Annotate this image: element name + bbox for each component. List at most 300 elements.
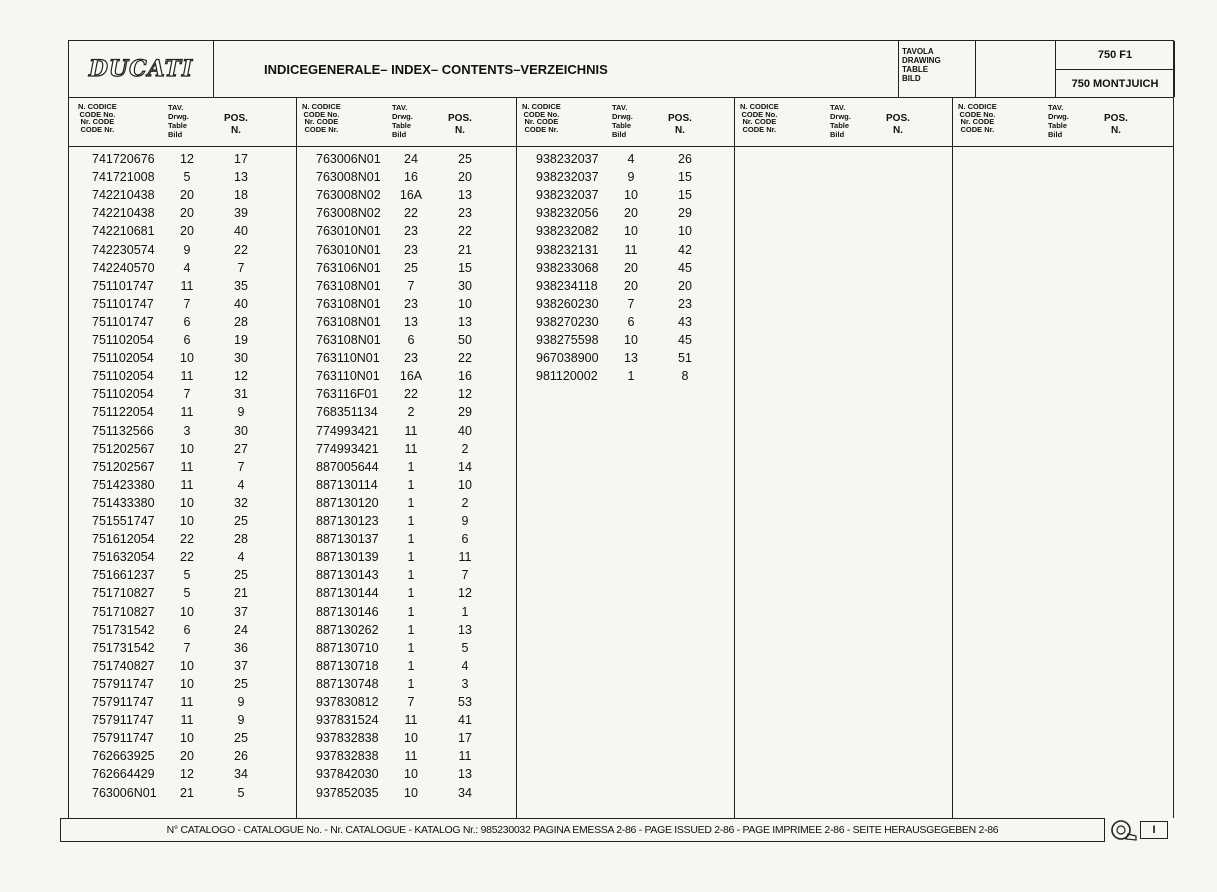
part-code: 751612054: [92, 532, 155, 547]
part-code: 774993421: [316, 441, 379, 456]
tav-header-line: TAV.: [168, 103, 184, 112]
position-number: 45: [678, 333, 692, 347]
position-number: 12: [458, 586, 472, 601]
part-code: 887130748: [316, 676, 379, 691]
part-code: 763010N01: [316, 242, 381, 257]
part-code: 763108N01: [316, 278, 381, 293]
drawing-number: 5: [183, 586, 191, 601]
position-number: 26: [234, 749, 248, 764]
position-number: 53: [458, 695, 472, 709]
position-number: 25: [234, 676, 248, 691]
part-code: 751102054: [92, 333, 154, 347]
drawing-number: 3: [183, 423, 191, 438]
code-header: [740, 103, 779, 133]
part-code: 742240570: [92, 260, 155, 275]
position-number: 26: [678, 152, 692, 166]
part-code: 741721008: [92, 170, 155, 185]
position-number: 39: [234, 206, 248, 221]
position-number: 30: [458, 278, 472, 293]
position-number: 31: [234, 387, 248, 402]
part-code: 937842030: [316, 767, 379, 782]
part-code: 774993421: [316, 423, 379, 438]
drawing-number: 10: [624, 333, 638, 347]
drawing-number: 13: [624, 351, 638, 366]
tav-header: [392, 103, 413, 139]
part-code: 763108N01: [316, 296, 381, 311]
drawing-number: 9: [183, 242, 191, 257]
drawing-number: 7: [627, 296, 635, 311]
drawing-number: 25: [404, 260, 418, 275]
position-number: 16: [458, 369, 472, 384]
position-number: 43: [678, 314, 692, 329]
drawing-number: 10: [180, 658, 194, 673]
position-number: 22: [458, 351, 472, 366]
drawing-number: 20: [180, 749, 194, 764]
position-number: 28: [234, 532, 248, 547]
pos-header: [886, 113, 910, 137]
code-header-line: CODE No.: [79, 109, 116, 119]
header-divider: [68, 146, 1174, 147]
code-header-line: Nr. CODE: [80, 117, 115, 127]
drawing-number: 11: [404, 423, 418, 438]
drawing-number: 1: [407, 586, 415, 601]
part-code: 751102054: [92, 369, 154, 384]
position-number: 25: [234, 568, 248, 583]
drawing-number: 11: [180, 369, 194, 384]
pos-header-line: N.: [230, 125, 241, 136]
part-code: 763006N01: [316, 152, 381, 166]
tav-header-line: TAV.: [392, 103, 408, 112]
column-header: [78, 103, 278, 145]
tavola-line: DRAWING: [902, 56, 941, 65]
code-header-line: CODE No.: [303, 109, 340, 119]
pos-header-line: N.: [892, 125, 903, 136]
drawing-number: 13: [404, 314, 418, 329]
tav-header-line: Drwg.: [830, 112, 851, 121]
part-code: 742210438: [92, 188, 155, 203]
drawing-number: 11: [180, 713, 194, 728]
position-number: 12: [234, 369, 248, 384]
drawing-number: 11: [180, 695, 194, 709]
drawing-number: 1: [407, 495, 415, 510]
part-code: 938270230: [536, 314, 599, 329]
position-number: 3: [461, 676, 469, 691]
part-code: 938232037: [536, 170, 599, 185]
part-code: 762664429: [92, 767, 155, 782]
position-number: 37: [234, 604, 248, 619]
position-number: 36: [234, 640, 248, 655]
drawing-number: 10: [180, 731, 194, 746]
tav-header-line: TAV.: [1048, 103, 1064, 112]
position-number: 7: [461, 568, 469, 583]
part-code: 887130143: [316, 568, 379, 583]
part-code: 763008N02: [316, 188, 381, 203]
drawing-number: 6: [627, 314, 635, 329]
part-code: 741720676: [92, 152, 155, 166]
part-code: 938232037: [536, 188, 599, 203]
drawing-number: 10: [180, 441, 194, 456]
header-bar: [68, 40, 1174, 98]
position-number: 42: [678, 242, 692, 257]
part-code: 763108N01: [316, 314, 381, 329]
drawing-number: 9: [627, 170, 635, 185]
tav-header: [830, 103, 851, 139]
position-number: 25: [234, 514, 248, 528]
part-code: 887130262: [316, 622, 379, 637]
drawing-number: 11: [404, 749, 418, 764]
position-number: 2: [461, 441, 469, 456]
code-header-line: CODE No.: [959, 109, 996, 119]
drawing-number: 11: [180, 459, 194, 474]
position-number: 12: [458, 387, 472, 402]
column-separator: [516, 98, 517, 818]
part-code: 751740827: [92, 658, 155, 673]
drawing-number: 1: [407, 658, 415, 673]
position-number: 50: [458, 333, 472, 347]
part-code: 757911747: [92, 695, 154, 709]
part-code: 938234118: [536, 278, 598, 293]
tav-header-line: Table: [392, 121, 412, 130]
drawing-number: 6: [183, 622, 191, 637]
position-number: 13: [458, 622, 472, 637]
tav-header-line: Drwg.: [392, 112, 413, 121]
drawing-number: 21: [180, 785, 194, 800]
position-number: 4: [237, 477, 245, 492]
drawing-number: 20: [624, 278, 638, 293]
drawing-number: 16A: [399, 369, 423, 384]
drawing-number: 11: [180, 278, 194, 293]
part-code: 887130139: [316, 550, 379, 565]
code-header-line: CODE No.: [741, 109, 778, 119]
drawing-number: 10: [624, 224, 638, 239]
tavola-value-cell: [976, 41, 1056, 97]
position-number: 30: [234, 351, 248, 366]
drawing-number: 1: [407, 604, 415, 619]
position-number: 21: [458, 242, 472, 257]
part-code: 887130146: [316, 604, 379, 619]
position-number: 41: [458, 713, 472, 728]
part-code: 938232082: [536, 224, 599, 239]
position-number: 40: [458, 423, 472, 438]
position-number: 2: [461, 495, 469, 510]
catalogue-footer: [60, 818, 1105, 842]
position-number: 8: [681, 369, 689, 384]
tav-header-line: Table: [1048, 121, 1068, 130]
drawing-number: 20: [180, 206, 194, 221]
drawing-number: 12: [180, 152, 194, 166]
part-code: 751433380: [92, 495, 155, 510]
part-code: 937832838: [316, 731, 379, 746]
position-number: 27: [234, 441, 248, 456]
drawing-number: 1: [407, 640, 415, 655]
column-separator: [734, 98, 735, 818]
position-number: 13: [458, 767, 472, 782]
position-number: 23: [458, 206, 472, 221]
drawing-number: 23: [404, 224, 418, 239]
part-code: 763008N01: [316, 170, 381, 185]
tav-header-line: TAV.: [612, 103, 628, 112]
drawing-number: 11: [404, 441, 418, 456]
part-code: 887130114: [316, 477, 378, 492]
drawing-number: 23: [404, 351, 418, 366]
code-header: [302, 103, 341, 133]
part-code: 757911747: [92, 676, 154, 691]
drawing-number: 10: [180, 514, 194, 528]
drawing-number: 1: [407, 676, 415, 691]
drawing-number: 10: [404, 731, 418, 746]
part-code: 751101747: [92, 296, 154, 311]
code-header-line: N. CODICE: [958, 102, 997, 111]
tav-header-line: Table: [830, 121, 850, 130]
part-code: 763006N01: [92, 785, 157, 800]
position-number: 18: [234, 188, 248, 203]
position-number: 17: [234, 152, 248, 166]
position-number: 30: [234, 423, 248, 438]
position-number: 29: [458, 405, 472, 420]
part-code: 763106N01: [316, 260, 381, 275]
code-header-line: Nr. CODE: [524, 117, 559, 127]
part-code: 938233068: [536, 260, 599, 275]
model-top: 750 F1: [1056, 41, 1174, 70]
tav-header-line: Bild: [168, 130, 183, 139]
brand-text: DUCATI: [88, 56, 194, 82]
page-title: [214, 41, 899, 97]
position-number: 13: [234, 170, 248, 185]
position-number: 10: [458, 477, 472, 492]
code-header-line: CODE Nr.: [304, 124, 339, 134]
part-code: 751632054: [92, 550, 155, 565]
pos-header-line: POS.: [224, 113, 248, 124]
position-number: 10: [458, 296, 472, 311]
part-code: 751202567: [92, 459, 155, 474]
part-code: 763116F01: [316, 387, 379, 402]
code-header-line: CODE No.: [523, 109, 560, 119]
part-code: 937852035: [316, 785, 379, 800]
column-header: [522, 103, 722, 145]
code-header-line: N. CODICE: [522, 102, 561, 111]
position-number: 6: [461, 532, 469, 547]
position-number: 9: [237, 695, 245, 709]
code-header-line: CODE Nr.: [960, 124, 995, 134]
column-separator: [952, 98, 953, 818]
column-header: [302, 103, 502, 145]
part-code: 751661237: [92, 568, 155, 583]
drawing-number: 22: [180, 532, 194, 547]
drawing-number: 5: [183, 170, 191, 185]
page-number: [1140, 821, 1168, 839]
position-number: 1: [461, 604, 469, 619]
position-number: 22: [234, 242, 248, 257]
part-code: 751132566: [92, 423, 154, 438]
pos-header: [1104, 113, 1128, 137]
code-header-line: CODE Nr.: [524, 124, 559, 134]
page-number-text: I: [1152, 824, 1156, 836]
part-code: 742210681: [92, 224, 155, 239]
position-number: 22: [458, 224, 472, 239]
part-code: 751731542: [92, 640, 155, 655]
tavola-label: [899, 41, 976, 97]
title-text: INDICEGENERALE– INDEX– CONTENTS–VERZEICHNIS: [264, 61, 608, 77]
position-number: 15: [678, 170, 692, 185]
part-code: 757911747: [92, 731, 154, 746]
position-number: 7: [237, 260, 245, 275]
part-code: 751122054: [92, 405, 154, 420]
position-number: 34: [458, 785, 472, 800]
part-code: 887005644: [316, 459, 379, 474]
code-header-line: N. CODICE: [302, 102, 341, 111]
position-number: 34: [234, 767, 248, 782]
part-code: 751102054: [92, 351, 154, 366]
code-header-line: Nr. CODE: [742, 117, 777, 127]
part-code: 751101747: [92, 278, 154, 293]
pos-header-line: POS.: [1104, 113, 1128, 124]
position-number: 25: [458, 152, 472, 166]
drawing-number: 6: [407, 333, 415, 347]
drawing-number: 4: [627, 152, 635, 166]
position-number: 19: [234, 333, 248, 347]
drawing-number: 1: [407, 459, 415, 474]
part-code: 768351134: [316, 405, 378, 420]
model-cell: [1056, 41, 1175, 97]
drawing-number: 7: [183, 296, 191, 311]
drawing-number: 7: [183, 387, 191, 402]
position-number: 9: [237, 713, 245, 728]
drawing-number: 10: [624, 188, 638, 203]
code-header: [78, 103, 117, 133]
column-header: [740, 103, 940, 145]
drawing-number: 7: [183, 640, 191, 655]
drawing-number: 1: [407, 477, 415, 492]
part-code: 938232037: [536, 152, 599, 166]
column-separator: [296, 98, 297, 818]
position-number: 15: [458, 260, 472, 275]
part-code: 751101747: [92, 314, 154, 329]
position-number: 17: [458, 731, 472, 746]
code-header: [522, 103, 561, 133]
part-code: 742230574: [92, 242, 155, 257]
position-number: 51: [678, 351, 692, 366]
tavola-line: TABLE: [902, 65, 929, 74]
drawing-number: 23: [404, 242, 418, 257]
part-code: 751423380: [92, 477, 155, 492]
position-number: 32: [234, 495, 248, 510]
drawing-number: 6: [183, 314, 191, 329]
position-number: 4: [461, 658, 469, 673]
part-code: 751710827: [92, 604, 155, 619]
drawing-number: 20: [624, 206, 638, 221]
part-code: 937830812: [316, 695, 379, 709]
part-code: 751102054: [92, 387, 154, 402]
tav-header: [612, 103, 633, 139]
tav-header-line: Drwg.: [612, 112, 633, 121]
drawing-number: 11: [624, 242, 638, 257]
drawing-number: 6: [183, 333, 191, 347]
position-number: 40: [234, 224, 248, 239]
position-number: 21: [234, 586, 248, 601]
pos-header-line: POS.: [448, 113, 472, 124]
position-number: 35: [234, 278, 248, 293]
part-code: 887130144: [316, 586, 379, 601]
tav-header-line: Bild: [612, 130, 627, 139]
position-number: 14: [458, 459, 472, 474]
code-header: [958, 103, 997, 133]
tav-header-line: Drwg.: [1048, 112, 1069, 121]
code-header-line: N. CODICE: [740, 102, 779, 111]
part-code: 762663925: [92, 749, 155, 764]
code-header-line: CODE Nr.: [742, 124, 777, 134]
position-number: 24: [234, 622, 248, 637]
code-header-line: N. CODICE: [78, 102, 117, 111]
drawing-number: 5: [183, 568, 191, 583]
drawing-number: 22: [404, 387, 418, 402]
part-code: 887130123: [316, 514, 379, 528]
drawing-number: 16A: [399, 188, 423, 203]
drawing-number: 16: [404, 170, 418, 185]
position-number: 13: [458, 188, 472, 203]
drawing-number: 23: [404, 296, 418, 311]
part-code: 742210438: [92, 206, 155, 221]
position-number: 11: [458, 749, 472, 764]
drawing-number: 20: [180, 188, 194, 203]
tav-header-line: Bild: [1048, 130, 1063, 139]
drawing-number: 1: [407, 514, 415, 528]
drawing-number: 22: [404, 206, 418, 221]
part-code: 763108N01: [316, 333, 381, 347]
tav-header-line: Bild: [830, 130, 845, 139]
part-code: 751710827: [92, 586, 155, 601]
position-number: 11: [458, 550, 472, 565]
pos-header-line: POS.: [668, 113, 692, 124]
drawing-number: 20: [624, 260, 638, 275]
part-code: 763010N01: [316, 224, 381, 239]
drawing-number: 10: [404, 767, 418, 782]
part-code: 887130137: [316, 532, 379, 547]
code-header-line: Nr. CODE: [304, 117, 339, 127]
part-code: 981120002: [536, 369, 598, 384]
drawing-number: 10: [180, 604, 194, 619]
pos-header: [448, 113, 472, 137]
pos-header-line: POS.: [886, 113, 910, 124]
position-number: 5: [237, 785, 245, 800]
drawing-number: 10: [180, 676, 194, 691]
drawing-number: 1: [407, 550, 415, 565]
drawing-number: 11: [180, 405, 194, 420]
tav-header: [168, 103, 189, 139]
part-code: 937832838: [316, 749, 379, 764]
footer-text: N° CATALOGO - CATALOGUE No. - Nr. CATALOGUE - KATALOG Nr.: 985230032 PAGINA EMESSA 2-86 - PAGE ISSUED 2-86 - PAGE IMPRIMEE 2-86 - SEITE HERAUSGEGEBEN 2-86: [166, 824, 999, 836]
part-code: 763008N02: [316, 206, 381, 221]
position-number: 23: [678, 296, 692, 311]
drawing-number: 11: [404, 713, 418, 728]
part-code: 938260230: [536, 296, 599, 311]
position-number: 9: [461, 514, 469, 528]
tavola-line: TAVOLA: [902, 47, 934, 56]
wheel-icon: [1108, 818, 1138, 842]
drawing-number: 11: [180, 477, 194, 492]
tav-header-line: Table: [612, 121, 632, 130]
position-number: 25: [234, 731, 248, 746]
code-header-line: CODE Nr.: [80, 124, 115, 134]
drawing-number: 7: [407, 278, 415, 293]
position-number: 28: [234, 314, 248, 329]
pos-header: [668, 113, 692, 137]
position-number: 10: [678, 224, 692, 239]
part-code: 887130120: [316, 495, 379, 510]
part-code: 967038900: [536, 351, 599, 366]
pos-header-line: N.: [674, 125, 685, 136]
drawing-number: 4: [183, 260, 191, 275]
position-number: 40: [234, 296, 248, 311]
